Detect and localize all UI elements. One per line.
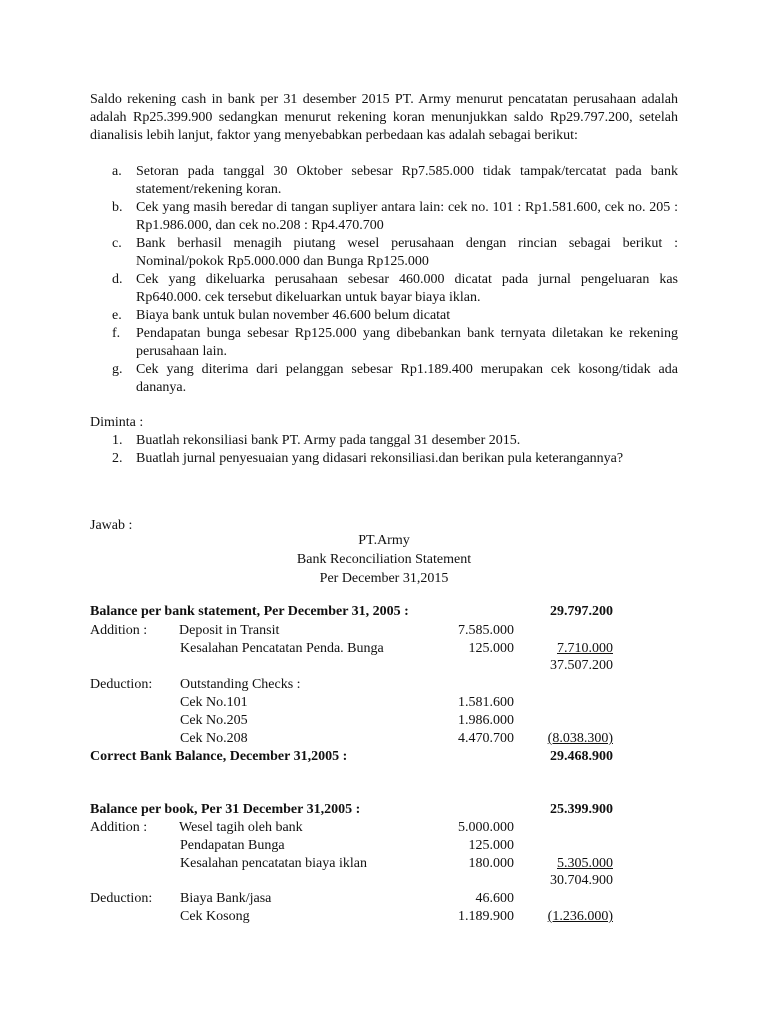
bank-deduction-total: (8.038.300) (547, 731, 613, 746)
bank-opening-balance: 29.797.200 (550, 604, 613, 619)
bank-addition-total: 7.710.000 (557, 641, 613, 656)
intro-paragraph: Saldo rekening cash in bank per 31 desember 2015 PT. Army menurut pencatatan perusahaan adalah adalah Rp25.399.900 sedangkan menurut rekening koran menunjukkan saldo Rp29.797.200, setelah dianalisis lebih lanjut, faktor yang menyebabkan perbedaan kas adalah sebagai berikut: (90, 92, 678, 143)
book-deduction-total: (1.236.000) (547, 909, 613, 924)
book-subtotal: 30.704.900 (550, 873, 613, 888)
problem-list (112, 163, 678, 397)
book-balance-heading: Balance per book, Per 31 December 31,2005 : (90, 802, 361, 817)
book-deduction-amount: 46.600 (475, 891, 514, 906)
book-addition-desc: Wesel tagih oleh bank (179, 820, 303, 835)
answer-label: Jawab : (90, 518, 133, 533)
list-marker: 2. (112, 451, 123, 466)
book-opening-balance: 25.399.900 (550, 802, 613, 817)
list-item (112, 271, 678, 307)
list-item (112, 163, 678, 199)
book-addition-total: 5.305.000 (557, 856, 613, 871)
list-item-text: Cek yang diterima dari pelanggan sebesar Rp1.189.400 merupakan cek kosong/tidak ada dananya. (136, 362, 678, 395)
list-item (112, 450, 678, 468)
bank-addition-desc: Kesalahan Pencatatan Penda. Bunga (180, 641, 384, 656)
list-item-text: Cek yang masih beredar di tangan supliyer antara lain: cek no. 101 : Rp1.581.600, cek no. 205 : Rp1.986.000, dan cek no.208 : Rp4.470.700 (136, 200, 678, 233)
bank-addition-label: Addition : (90, 623, 148, 638)
list-item (112, 199, 678, 235)
list-item-text: Cek yang dikeluarka perusahaan sebesar 460.000 dicatat pada jurnal pengeluaran kas Rp640.000. cek tersebut dikeluarkan untuk bayar biaya iklan. (136, 272, 678, 305)
list-item-text: Setoran pada tanggal 30 Oktober sebesar Rp7.585.000 tidak tampak/tercatat pada bank statement/rekening koran. (136, 164, 678, 197)
book-deduction-amount: 1.189.900 (458, 909, 514, 924)
company-name: PT.Army (358, 533, 410, 548)
book-addition-desc: Kesalahan pencatatan biaya iklan (180, 856, 367, 871)
bank-deduction-amount: 1.581.600 (458, 695, 514, 710)
correct-bank-balance-value: 29.468.900 (550, 749, 613, 764)
statement-title: Bank Reconciliation Statement (296, 552, 472, 567)
list-marker: e. (112, 308, 122, 323)
list-item (112, 432, 678, 450)
task-list (112, 432, 678, 468)
bank-addition-amount: 7.585.000 (458, 623, 514, 638)
list-item-text: Bank berhasil menagih piutang wesel perusahaan dengan rincian sebagai berikut : Nominal/pokok Rp5.000.000 dan Bunga Rp125.000 (136, 236, 678, 269)
book-deduction-desc: Biaya Bank/jasa (180, 891, 272, 906)
book-deduction-desc: Cek Kosong (180, 909, 250, 924)
list-item (112, 307, 678, 325)
list-marker: g. (112, 362, 123, 377)
bank-addition-desc: Deposit in Transit (179, 623, 280, 638)
bank-deduction-desc: Cek No.101 (180, 695, 248, 710)
bank-deduction-desc: Cek No.208 (180, 731, 248, 746)
list-item (112, 325, 678, 361)
bank-deduction-desc: Cek No.205 (180, 713, 248, 728)
list-item-text: Buatlah rekonsiliasi bank PT. Army pada tanggal 31 desember 2015. (136, 433, 521, 448)
list-marker: f. (112, 326, 121, 341)
list-marker: a. (112, 164, 122, 179)
list-item-text: Buatlah jurnal penyesuaian yang didasari rekonsiliasi.dan berikan pula keterangannya? (136, 451, 624, 466)
list-item-text: Biaya bank untuk bulan november 46.600 belum dicatat (136, 308, 451, 323)
requirement-label: Diminta : (90, 415, 144, 430)
bank-subtotal: 37.507.200 (550, 658, 613, 673)
book-addition-label: Addition : (90, 820, 148, 835)
bank-deduction-amount: 1.986.000 (458, 713, 514, 728)
book-addition-desc: Pendapatan Bunga (180, 838, 285, 853)
list-item (112, 361, 678, 397)
list-item (112, 235, 678, 271)
bank-balance-heading: Balance per bank statement, Per December 31, 2005 : (90, 604, 409, 619)
list-marker: c. (112, 236, 122, 251)
bank-deduction-amount: 4.470.700 (458, 731, 514, 746)
bank-deduction-label: Deduction: (90, 677, 153, 692)
book-deduction-label: Deduction: (90, 891, 153, 906)
statement-period: Per December 31,2015 (319, 571, 449, 586)
list-marker: b. (112, 200, 123, 215)
correct-bank-balance-label: Correct Bank Balance, December 31,2005 : (90, 749, 348, 764)
book-addition-amount: 5.000.000 (458, 820, 514, 835)
bank-addition-amount: 125.000 (468, 641, 514, 656)
list-marker: d. (112, 272, 123, 287)
book-addition-amount: 180.000 (468, 856, 514, 871)
list-marker: 1. (112, 433, 123, 448)
book-addition-amount: 125.000 (468, 838, 514, 853)
outstanding-checks-label: Outstanding Checks : (180, 677, 301, 692)
list-item-text: Pendapatan bunga sebesar Rp125.000 yang dibebankan bank ternyata diletakan ke rekening perusahaan lain. (136, 326, 678, 359)
